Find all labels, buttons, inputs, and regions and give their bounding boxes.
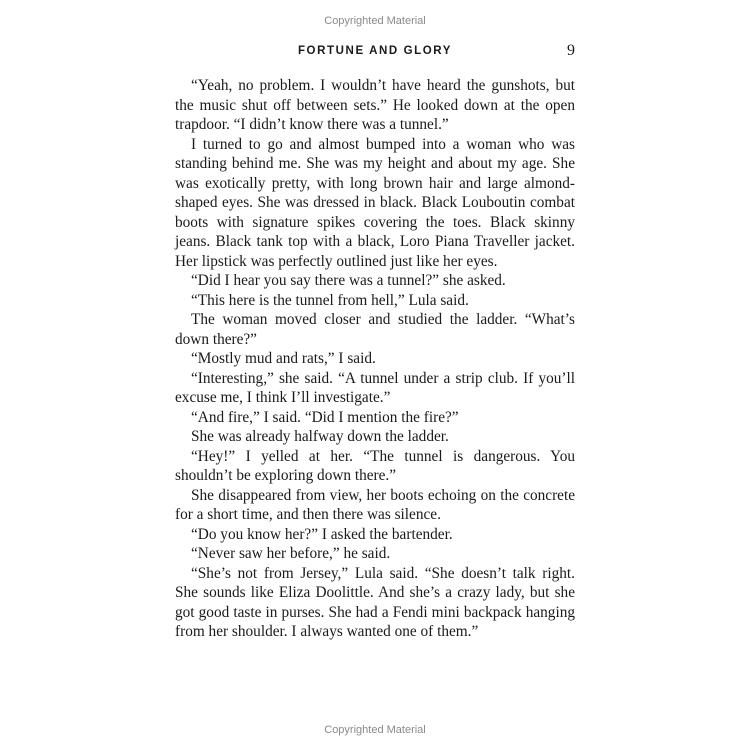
paragraph: She was already halfway down the ladder. [191,428,449,445]
paragraph: She disappeared from view, her boots echoing on the concrete for a short time, and then there was silence. [175,486,575,523]
paragraph: “Yeah, no problem. I wouldn’t have heard the gunshots, but the music shut off between sets.” He looked down at the open trapdoor. “I didn’t know there was a tunnel.” [175,77,575,133]
copyright-watermark-bottom: Copyrighted Material [324,724,426,736]
body-text [175,76,575,642]
paragraph: “Mostly mud and rats,” I said. [191,350,376,367]
paragraph: “Interesting,” she said. “A tunnel under a strip club. If you’ll excuse me, I think I’ll investigate.” [175,369,575,406]
paragraph: “And fire,” I said. “Did I mention the fire?” [191,408,459,426]
paragraph: “Did I hear you say there was a tunnel?” she asked. [191,272,506,289]
paragraph: “Hey!” I yelled at her. “The tunnel is dangerous. You shouldn’t be exploring down there.” [175,447,575,484]
paragraph: “This here is the tunnel from hell,” Lula said. [191,291,469,309]
paragraph: “Never saw her before,” he said. [191,545,391,562]
paragraph: The woman moved closer and studied the ladder. “What’s down there?” [175,311,575,348]
paragraph: “Do you know her?” I asked the bartender. [191,525,453,543]
running-head-title: FORTUNE AND GLORY [297,45,453,57]
paragraph: I turned to go and almost bumped into a woman who was standing behind me. She was my height and about my age. She was exotically pretty, with long brown hair and large almond-shaped eyes. She was dressed in black. Black Louboutin combat boots with signature spikes covering the toes. Black skinny jeans. Black tank top with a black, Loro Piana Traveller jacket. Her lipstick was perfectly outlined just like her eyes. [175,135,575,270]
paragraph: “She’s not from Jersey,” Lula said. “She doesn’t talk right. She sounds like Eliza Doolittle. And she’s a crazy lady, but she got good taste in purses. She had a Fendi mini backpack hanging from her shoulder. I always wanted one of them.” [175,564,575,640]
page-number: 9 [567,42,575,59]
copyright-watermark-top: Copyrighted Material [324,15,426,27]
running-head [175,44,575,64]
